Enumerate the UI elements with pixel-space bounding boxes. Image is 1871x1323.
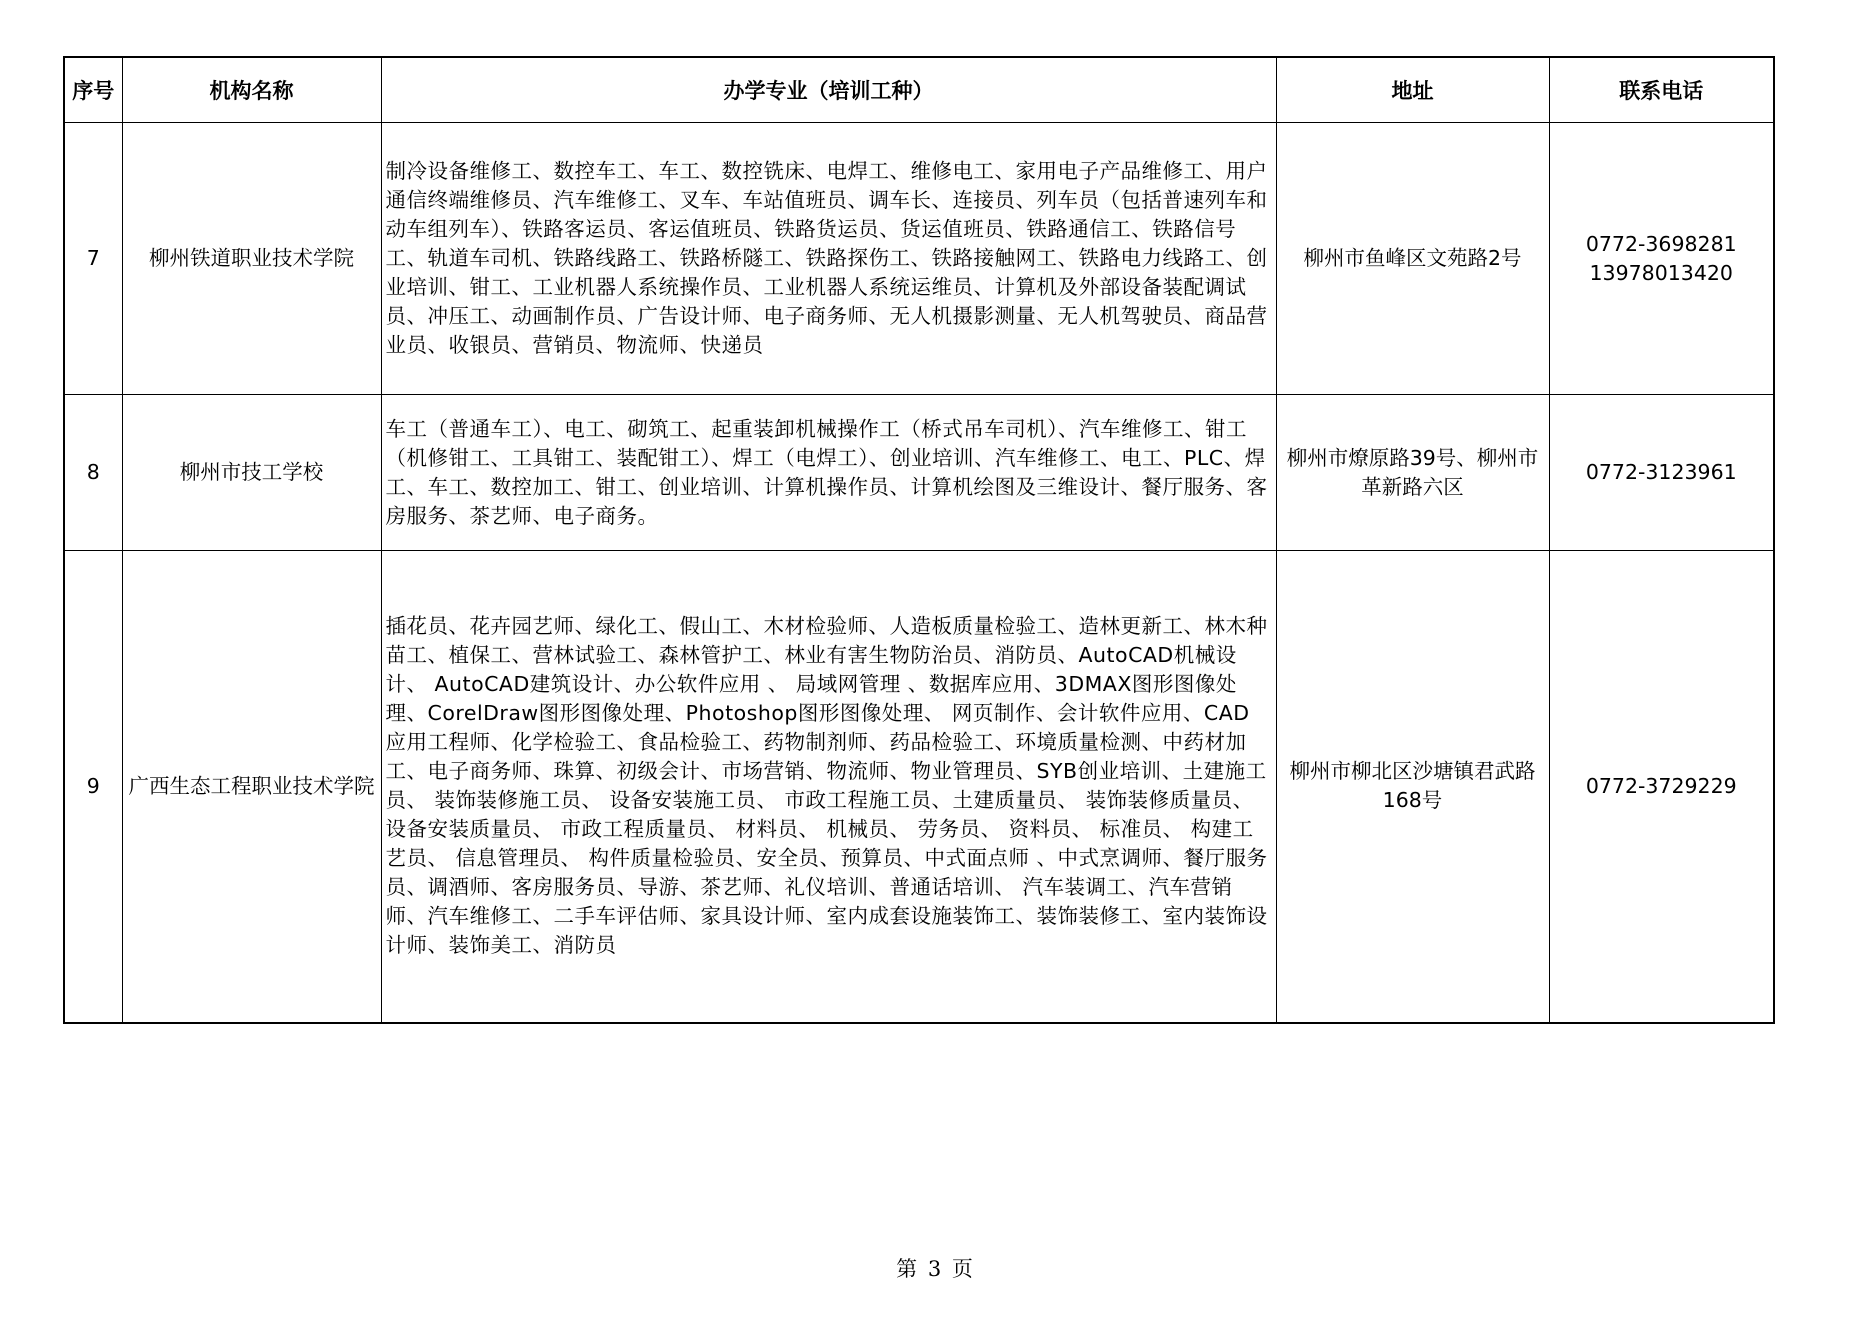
row-institution-name: 广西生态工程职业技术学院 [122,551,381,1023]
row-phone [1549,395,1774,551]
row-phone [1549,551,1774,1023]
institution-table [63,56,1775,1024]
table-body [64,123,1774,1023]
row-address: 柳州市燎原路39号、柳州市革新路六区 [1276,395,1549,551]
header-name: 机构名称 [122,57,381,123]
row-phone-primary: 0772-3729229 [1585,773,1737,798]
header-address: 地址 [1276,57,1549,123]
row-seq: 9 [64,551,122,1023]
table-row [64,123,1774,395]
row-majors: 制冷设备维修工、数控车工、车工、数控铣床、电焊工、维修电工、家用电子产品维修工、用户通信终端维修员、汽车维修工、叉车、车站值班员、调车长、连接员、列车员（包括普速列车和动车组列车）、铁路客运员、客运值班员、铁路货运员、货运值班员、铁路通信工、铁路信号工、轨道车司机、铁路线路工、铁路桥隧工、铁路探伤工、铁路接触网工、铁路电力线路工、创业培训、钳工、工业机器人系统操作员、工业机器人系统运维员、计算机及外部设备装配调试员、冲压工、动画制作员、广告设计师、电子商务师、无人机摄影测量、无人机驾驶员、商品营业员、收银员、营销员、物流师、快递员 [381,123,1276,395]
table-row [64,551,1774,1023]
page-number: 第 3 页 [896,1257,975,1281]
row-address: 柳州市鱼峰区文苑路2号 [1276,123,1549,395]
row-phone [1549,123,1774,395]
header-phone: 联系电话 [1549,57,1774,123]
header-row [64,57,1774,123]
row-phone-primary: 0772-3123961 [1585,460,1737,484]
table-row [64,395,1774,551]
row-majors: 车工（普通车工）、电工、砌筑工、起重装卸机械操作工（桥式吊车司机）、汽车维修工、钳工（机修钳工、工具钳工、装配钳工）、焊工（电焊工）、创业培训、汽车维修工、电工、PLC、焊工、车工、数控加工、钳工、创业培训、计算机操作员、计算机绘图及三维设计、餐厅服务、客房服务、茶艺师、电子商务。 [381,395,1276,551]
row-address: 柳州市柳北区沙塘镇君武路168号 [1276,551,1549,1023]
header-seq: 序号 [64,57,122,123]
row-institution-name: 柳州铁道职业技术学院 [122,123,381,395]
row-phone-secondary: 13978013420 [1589,260,1733,285]
row-institution-name: 柳州市技工学校 [122,395,381,551]
row-seq: 7 [64,123,122,395]
table-header [64,57,1774,123]
header-major: 办学专业（培训工种） [381,57,1276,123]
row-phone-primary: 0772-3698281 [1585,231,1737,256]
row-majors: 插花员、花卉园艺师、绿化工、假山工、木材检验师、人造板质量检验工、造林更新工、林木种苗工、植保工、营林试验工、森林管护工、林业有害生物防治员、消防员、AutoCAD机械设计、 AutoCAD建筑设计、办公软件应用 、 局域网管理 、数据库应用、3DMAX图形图像处理、CorelDraw图形图像处理、Photoshop图形图像处理、 网页制作、会计软件应用、CAD应用工程师、化学检验工、食品检验工、药物制剂师、药品检验工、环境质量检测、中药材加工、电子商务师、珠算、初级会计、市场营销、物流师、物业管理员、SYB创业培训、土建施工员、 装饰装修施工员、 设备安装施工员、 市政工程施工员、土建质量员、 装饰装修质量员、 设备安装质量员、 市政工程质量员、 材料员、 机械员、 劳务员、 资料员、 标准员、 构建工艺员、 信息管理员、 构件质量检验员、安全员、预算员、中式面点师 、中式烹调师、餐厅服务员、调酒师、客房服务员、导游、茶艺师、礼仪培训、普通话培训、 汽车装调工、汽车营销师、汽车维修工、二手车评估师、家具设计师、室内成套设施装饰工、装饰装修工、室内装饰设计师、装饰美工、消防员 [381,551,1276,1023]
row-seq: 8 [64,395,122,551]
